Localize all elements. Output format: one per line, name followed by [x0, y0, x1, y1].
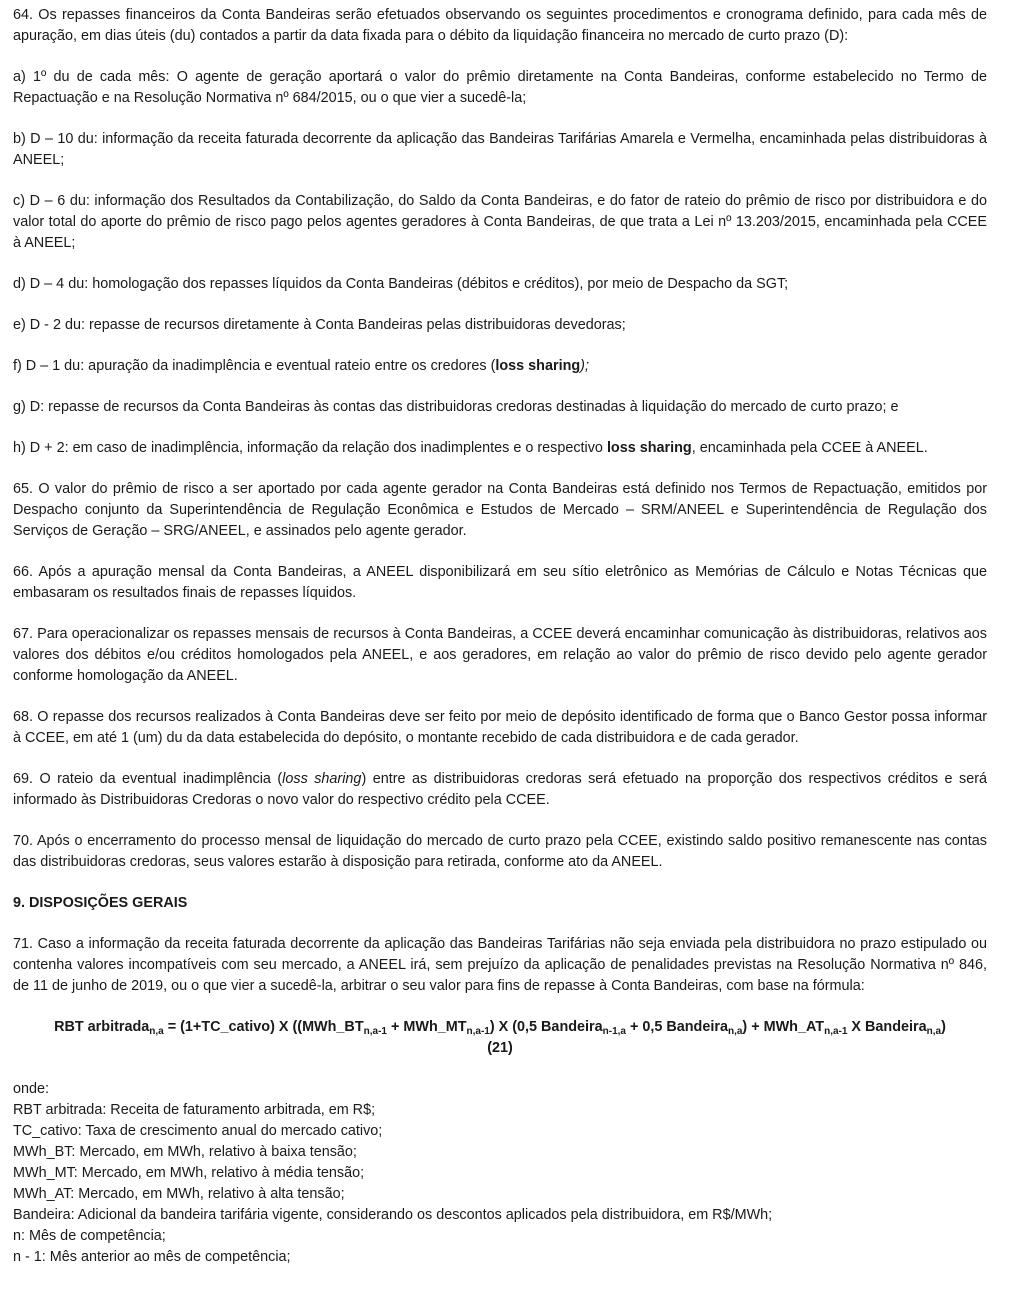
item-b: b) D – 10 du: informação da receita faturada decorrente da aplicação das Bandeiras Tarifárias Amarela e Vermelha, encaminhada pelas distribuidoras à ANEEL; [13, 131, 987, 168]
item-c: c) D – 6 du: informação dos Resultados da Contabilização, do Saldo da Conta Bandeiras, e do fator de rateio do prêmio de risco por distribuidora e do valor total do aporte do prêmio de risco pago pelos agentes geradores à Conta Bandeiras, de que trata a Lei nº 13.203/2015, encaminhada pela CCEE à ANEEL; [13, 193, 987, 251]
item-f [13, 356, 987, 377]
paragraph-65: 65. O valor do prêmio de risco a ser aportado por cada agente gerador na Conta Bandeiras está definido nos Termos de Repactuação, emitidos por Despacho conjunto da Superintendência de Regulação Econômica e Estudos de Mercado – SRM/ANEEL e Superintendência de Regulação dos Serviços de Geração – SRG/ANEEL, e assinados pelo agente gerador. [13, 481, 987, 539]
item-a: a) 1º du de cada mês: O agente de geração aportará o valor do prêmio diretamente na Conta Bandeiras, conforme estabelecido no Termo de Repactuação e na Resolução Normativa nº 684/2015, ou o que vier a sucedê-la; [13, 69, 987, 106]
definitions-list [13, 1079, 987, 1268]
paragraph-69-end: ) entre as distribuidoras credoras será efetuado na proporção dos respectivos créditos e será informado às Distribuidoras Credoras o novo valor do respectivo crédito pela CCEE. [13, 771, 987, 808]
item-d: d) D – 4 du: homologação dos repasses líquidos da Conta Bandeiras (débitos e créditos), por meio de Despacho da SGT; [13, 276, 789, 292]
definition-item: Bandeira: Adicional da bandeira tarifária vigente, considerando os descontos aplicados pela distribuidora, em R$/MWh; [13, 1207, 773, 1223]
formula-part: = (1+TC_cativo) X ((MWh_BT [163, 1019, 364, 1035]
definitions-intro: onde: [13, 1081, 50, 1097]
item-e: e) D - 2 du: repasse de recursos diretamente à Conta Bandeiras pelas distribuidoras devedoras; [13, 317, 626, 333]
item-h-term: loss sharing [606, 440, 692, 456]
definition-item: RBT arbitrada: Receita de faturamento arbitrada, em R$; [13, 1102, 376, 1118]
definition-item: TC_cativo: Taxa de crescimento anual do mercado cativo; [13, 1123, 383, 1139]
definition-item: MWh_MT: Mercado, em MWh, relativo à média tensão; [13, 1165, 365, 1181]
item-f-text: f) D – 1 du: apuração da inadimplência e eventual rateio entre os credores ( [13, 358, 496, 374]
item-h [13, 438, 987, 459]
definition-item: MWh_BT: Mercado, em MWh, relativo à baixa tensão; [13, 1144, 357, 1160]
formula-subscript: n,a-1 [824, 1026, 848, 1037]
formula-part: + MWh_MT [386, 1019, 467, 1035]
formula-part: ) [941, 1019, 946, 1035]
paragraph-64: 64. Os repasses financeiros da Conta Bandeiras serão efetuados observando os seguintes procedimentos e cronograma definido, para cada mês de apuração, em dias úteis (du) contados a partir da data fixada para o débito da liquidação financeira no mercado de curto prazo (D): [13, 7, 987, 44]
formula-subscript: n,a-1 [466, 1026, 490, 1037]
formula-part: ) X (0,5 Bandeira [489, 1019, 603, 1035]
paragraph-69-term: loss sharing [282, 771, 362, 787]
paragraph-68: 68. O repasse dos recursos realizados à Conta Bandeiras deve ser feito por meio de depósito identificado de forma que o Banco Gestor possa informar à CCEE, em até 1 (um) du da data estabelecida do depósito, o montante recebido de cada distribuidora e de cada gerador. [13, 709, 987, 746]
paragraph-66: 66. Após a apuração mensal da Conta Bandeiras, a ANEEL disponibilizará em seu sítio eletrônico as Memórias de Cálculo e Notas Técnicas que embasaram os resultados finais de repasses líquidos. [13, 564, 987, 601]
equation-number: (21) [487, 1040, 513, 1056]
formula [13, 1017, 987, 1038]
section-heading: 9. DISPOSIÇÕES GERAIS [13, 895, 188, 911]
paragraph-69 [13, 769, 987, 811]
definition-item: MWh_AT: Mercado, em MWh, relativo à alta tensão; [13, 1186, 345, 1202]
paragraph-71: 71. Caso a informação da receita faturada decorrente da aplicação das Bandeiras Tarifárias não seja enviada pela distribuidora no prazo estipulado ou contenha valores incompatíveis com seu mercado, a ANEEL irá, sem prejuízo da aplicação de penalidades previstas na Resolução Normativa nº 846, de 11 de junho de 2019, ou o que vier a sucedê-la, arbitrar o seu valor para fins de repasse à Conta Bandeiras, com base na fórmula: [13, 936, 987, 994]
formula-part: X Bandeira [847, 1019, 927, 1035]
formula-subscript: n-1,a [602, 1026, 626, 1037]
formula-subscript: n,a-1 [363, 1026, 387, 1037]
paragraph-70: 70. Após o encerramento do processo mensal de liquidação do mercado de curto prazo pela CCEE, existindo saldo positivo remanescente nas contas das distribuidoras credoras, seus valores estarão à disposição para retirada, conforme ato da ANEEL. [13, 833, 987, 870]
item-f-term: loss sharing [495, 358, 581, 374]
item-h-text: h) D + 2: em caso de inadimplência, informação da relação dos inadimplentes e o respectivo [13, 440, 607, 456]
formula-subscript: n,a [926, 1026, 942, 1037]
item-h-end: , encaminhada pela CCEE à ANEEL. [691, 440, 928, 456]
item-f-end: ); [580, 358, 589, 374]
item-g: g) D: repasse de recursos da Conta Bandeiras às contas das distribuidoras credoras destinadas à liquidação do mercado de curto prazo; e [13, 399, 899, 415]
definition-item: n - 1: Mês anterior ao mês de competência; [13, 1249, 291, 1265]
formula-subscript: n,a [149, 1026, 164, 1037]
definition-item: n: Mês de competência; [13, 1228, 166, 1244]
paragraph-67: 67. Para operacionalizar os repasses mensais de recursos à Conta Bandeiras, a CCEE deverá encaminhar comunicação às distribuidoras, relativos aos valores dos débitos e/ou créditos homologados pela ANEEL, e aos geradores, em relação ao valor do prêmio de risco devido pelo agente gerador conforme homologação da ANEEL. [13, 626, 987, 684]
formula-part: RBT arbitrada [54, 1019, 150, 1035]
formula-subscript: n,a [727, 1026, 743, 1037]
formula-part: ) + MWh_AT [742, 1019, 825, 1035]
formula-part: + 0,5 Bandeira [625, 1019, 728, 1035]
paragraph-69-text: 69. O rateio da eventual inadimplência ( [13, 771, 283, 787]
